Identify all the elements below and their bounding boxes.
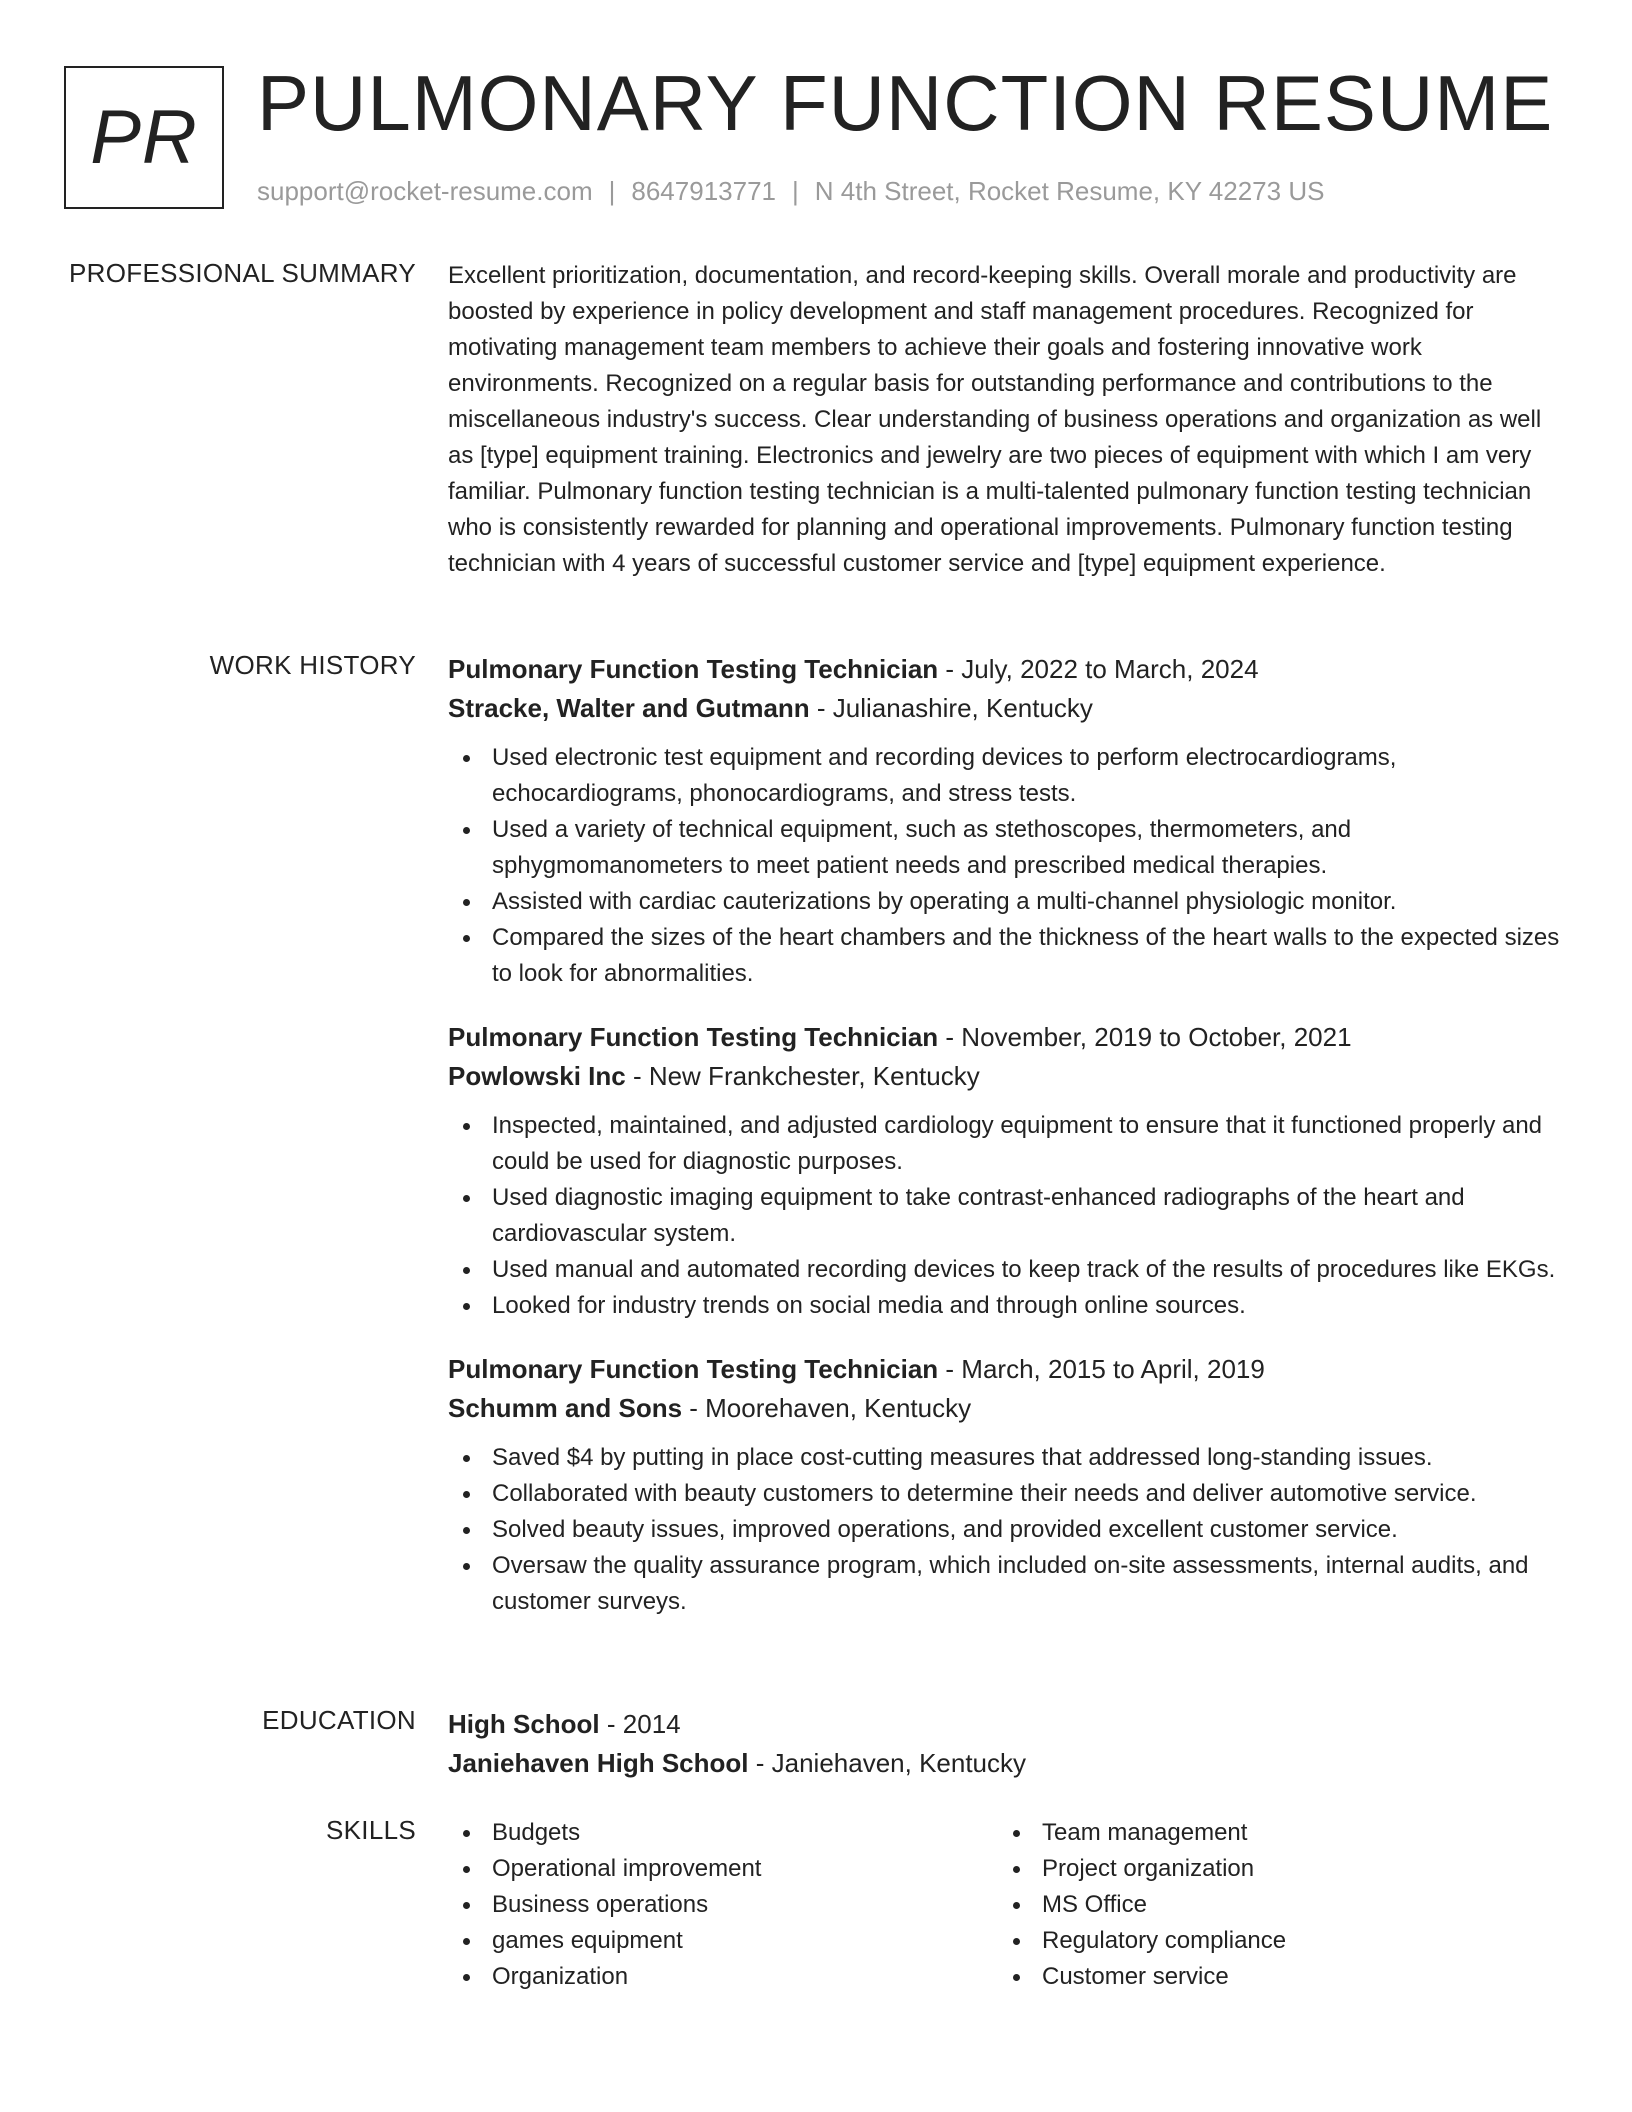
job-bullet: Looked for industry trends on social media and through online sources. bbox=[448, 1288, 1566, 1324]
job-company-line bbox=[448, 689, 1566, 728]
contact-address: N 4th Street, Rocket Resume, KY 42273 US bbox=[814, 176, 1325, 206]
job-bullet: Saved $4 by putting in place cost-cutting measures that addressed long-standing issues. bbox=[448, 1440, 1566, 1476]
education-degree: High School bbox=[448, 1709, 600, 1739]
job-dates: - July, 2022 to March, 2024 bbox=[938, 654, 1259, 684]
job-company-line bbox=[448, 1057, 1566, 1096]
monogram-box bbox=[64, 66, 224, 209]
skills-list bbox=[448, 1815, 998, 1995]
contact-separator: | bbox=[792, 176, 799, 206]
contact-separator: | bbox=[608, 176, 616, 206]
skills-column-right bbox=[998, 1815, 1548, 1995]
contact-phone: 8647913771 bbox=[631, 176, 776, 206]
skill-item: Regulatory compliance bbox=[998, 1923, 1548, 1959]
job-bullet: Inspected, maintained, and adjusted cardiology equipment to ensure that it functioned properly and could be used for diagnostic purposes. bbox=[448, 1108, 1566, 1180]
job-bullet: Used electronic test equipment and recording devices to perform electrocardiograms, echocardiograms, phonocardiograms, and stress tests. bbox=[448, 740, 1566, 812]
education-location: - Janiehaven, Kentucky bbox=[748, 1748, 1027, 1778]
work-history-list bbox=[448, 650, 1566, 1646]
job-bullet: Oversaw the quality assurance program, which included on-site assessments, internal audits, and customer surveys. bbox=[448, 1548, 1566, 1620]
skill-item: MS Office bbox=[998, 1887, 1548, 1923]
job-dates: - March, 2015 to April, 2019 bbox=[938, 1354, 1265, 1384]
job-bullet: Assisted with cardiac cauterizations by operating a multi-channel physiologic monitor. bbox=[448, 884, 1566, 920]
education-year: - 2014 bbox=[599, 1709, 681, 1739]
education-entry bbox=[448, 1705, 1566, 1783]
job-entry bbox=[448, 650, 1566, 992]
skills-column-left bbox=[448, 1815, 998, 1995]
job-company: Schumm and Sons bbox=[448, 1393, 683, 1423]
job-bullet: Solved beauty issues, improved operations, and provided excellent customer service. bbox=[448, 1512, 1566, 1548]
job-bullets bbox=[448, 1440, 1566, 1620]
job-bullets bbox=[448, 740, 1566, 992]
job-company: Powlowski Inc bbox=[448, 1061, 626, 1091]
job-title-line bbox=[448, 650, 1566, 689]
job-company: Stracke, Walter and Gutmann bbox=[448, 693, 810, 723]
skill-item: games equipment bbox=[448, 1923, 998, 1959]
education-heading: EDUCATION bbox=[262, 1705, 416, 1735]
resume-title: PULMONARY FUNCTION RESUME bbox=[257, 59, 1554, 147]
education-school: Janiehaven High School bbox=[448, 1748, 749, 1778]
job-bullets bbox=[448, 1108, 1566, 1324]
job-entry bbox=[448, 1018, 1566, 1324]
job-title: Pulmonary Function Testing Technician bbox=[448, 1022, 939, 1052]
job-title: Pulmonary Function Testing Technician bbox=[448, 1354, 939, 1384]
skill-item: Organization bbox=[448, 1959, 998, 1995]
work-history-heading: WORK HISTORY bbox=[209, 650, 416, 680]
contact-email: support@rocket-resume.com bbox=[257, 176, 593, 206]
skill-item: Customer service bbox=[998, 1959, 1548, 1995]
job-title-line bbox=[448, 1018, 1566, 1057]
job-title: Pulmonary Function Testing Technician bbox=[448, 654, 939, 684]
skill-item: Business operations bbox=[448, 1887, 998, 1923]
job-bullet: Collaborated with beauty customers to determine their needs and deliver automotive service. bbox=[448, 1476, 1566, 1512]
education-degree-line bbox=[448, 1705, 1566, 1744]
skill-item: Budgets bbox=[448, 1815, 998, 1851]
skill-item: Project organization bbox=[998, 1851, 1548, 1887]
job-location: - Moorehaven, Kentucky bbox=[682, 1393, 972, 1423]
contact-line bbox=[257, 176, 1324, 207]
job-bullet: Compared the sizes of the heart chambers and the thickness of the heart walls to the expected sizes to look for abnormalities. bbox=[448, 920, 1566, 992]
education-school-line bbox=[448, 1744, 1566, 1783]
summary-text: Excellent prioritization, documentation, and record-keeping skills. Overall morale and productivity are boosted by experience in policy development and staff management procedures. Recognized for motivating management team members to achieve their goals and fostering innovative work environments. Recognized on a regular basis for outstanding performance and contributions to the miscellaneous industry's success. Clear understanding of business operations and organization as well as [type] equipment training. Electronics and jewelry are two pieces of equipment with which I am very familiar. Pulmonary function testing technician is a multi-talented pulmonary function testing technician who is consistently rewarded for planning and operational improvements. Pulmonary function testing technician with 4 years of successful customer service and [type] equipment experience. bbox=[448, 262, 1542, 577]
skills-list bbox=[998, 1815, 1548, 1995]
skill-item: Team management bbox=[998, 1815, 1548, 1851]
skill-item: Operational improvement bbox=[448, 1851, 998, 1887]
job-location: - Julianashire, Kentucky bbox=[809, 693, 1093, 723]
job-entry bbox=[448, 1350, 1566, 1620]
skills-columns bbox=[448, 1815, 1566, 1995]
job-title-line bbox=[448, 1350, 1566, 1389]
job-company-line bbox=[448, 1389, 1566, 1428]
job-bullet: Used diagnostic imaging equipment to take contrast-enhanced radiographs of the heart and cardiovascular system. bbox=[448, 1180, 1566, 1252]
job-bullet: Used a variety of technical equipment, such as stethoscopes, thermometers, and sphygmomanometers to meet patient needs and prescribed medical therapies. bbox=[448, 812, 1566, 884]
summary-heading: PROFESSIONAL SUMMARY bbox=[69, 258, 416, 288]
monogram-initials: PR bbox=[90, 95, 198, 180]
skills-heading: SKILLS bbox=[326, 1815, 416, 1845]
job-dates: - November, 2019 to October, 2021 bbox=[938, 1022, 1352, 1052]
job-location: - New Frankchester, Kentucky bbox=[625, 1061, 980, 1091]
job-bullet: Used manual and automated recording devices to keep track of the results of procedures like EKGs. bbox=[448, 1252, 1566, 1288]
